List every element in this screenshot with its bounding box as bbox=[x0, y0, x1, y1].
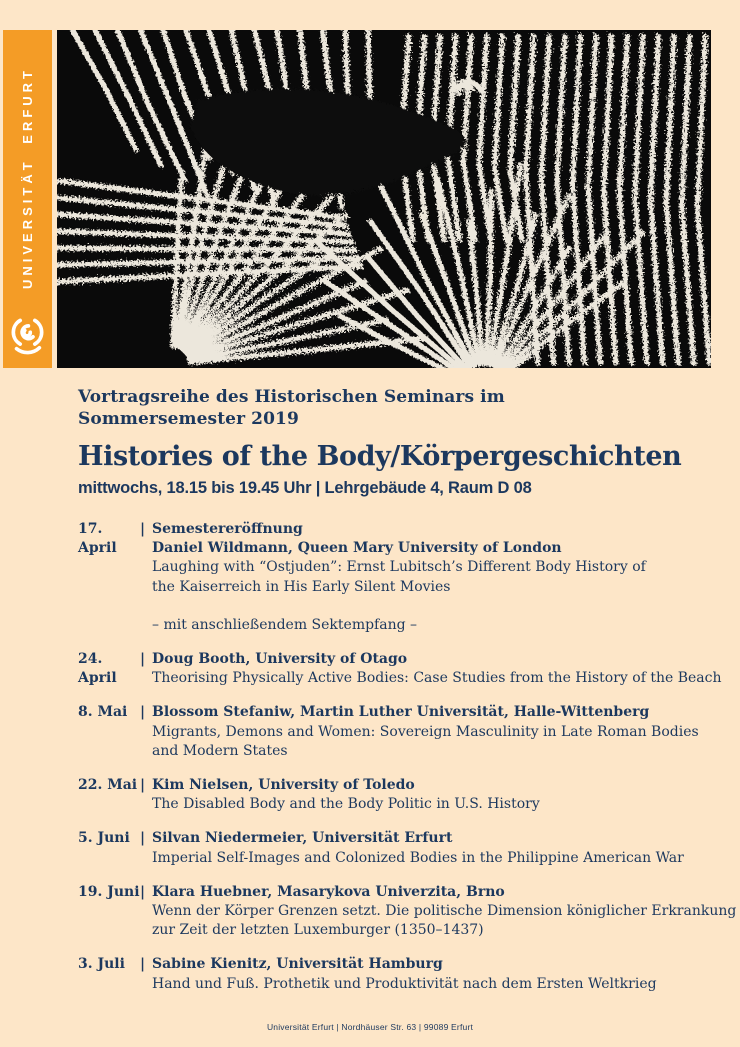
university-banner bbox=[3, 30, 52, 368]
event-talk-title-line: the Kaiserreich in His Early Silent Movies bbox=[152, 578, 451, 595]
event-talk-title-line: and Modern States bbox=[152, 742, 288, 759]
event-date: 8. Mai bbox=[78, 704, 128, 721]
university-wordmark: UNIVERSITÄT ERFURT bbox=[20, 67, 35, 289]
event-details bbox=[152, 650, 722, 688]
event-talk-title-line: Hand und Fuß. Prothetik und Produktivität nach dem Ersten Weltkrieg bbox=[152, 975, 657, 992]
event-separator: | bbox=[140, 883, 146, 900]
event-speaker: Blossom Stefaniw, Martin Luther Universität, Halle-Wittenberg bbox=[152, 704, 650, 721]
event-headline: Semestereröffnung bbox=[152, 521, 303, 537]
event-date: 17. April bbox=[78, 521, 117, 557]
event-details bbox=[152, 520, 674, 635]
event-talk-title-line: Laughing with “Ostjuden”: Ernst Lubitsch’s Different Body History of bbox=[152, 559, 646, 576]
event-date: 19. Juni bbox=[78, 883, 140, 900]
event-details bbox=[152, 883, 737, 941]
event-speaker: Klara Huebner, Masarykova Univerzita, Brno bbox=[152, 883, 505, 900]
event-separator: | bbox=[140, 777, 146, 794]
event-list bbox=[78, 520, 737, 994]
event-talk-title-line: The Disabled Body and the Body Politic in U.S. History bbox=[152, 796, 540, 813]
event-separator: | bbox=[140, 521, 146, 537]
event-separator: | bbox=[140, 651, 146, 668]
event-date: 3. Juli bbox=[78, 956, 125, 973]
event-date: 24. April bbox=[78, 651, 117, 687]
event-talk-title-line: Wenn der Körper Grenzen setzt. Die politische Dimension königlicher Erkrankung bbox=[152, 903, 737, 920]
event-details bbox=[152, 955, 674, 993]
event-row bbox=[78, 650, 722, 688]
event-details bbox=[152, 776, 674, 814]
footer-address: Universität Erfurt | Nordhäuser Str. 63 | 99089 Erfurt bbox=[266, 1022, 474, 1032]
event-note: – mit anschließendem Sektempfang – bbox=[152, 616, 418, 633]
event-separator: | bbox=[140, 830, 146, 847]
event-row bbox=[78, 703, 699, 761]
event-talk-title-line: Migrants, Demons and Women: Sovereign Masculinity in Late Roman Bodies bbox=[152, 723, 699, 740]
poster-content bbox=[78, 386, 737, 1009]
event-separator: | bbox=[140, 704, 146, 721]
event-speaker: Kim Nielsen, University of Toledo bbox=[152, 777, 415, 794]
event-row bbox=[78, 955, 674, 993]
event-row bbox=[78, 883, 737, 941]
university-logo-icon bbox=[9, 314, 46, 356]
event-date: 22. Mai bbox=[78, 777, 138, 794]
event-speaker: Doug Booth, University of Otago bbox=[152, 651, 408, 668]
schedule-info: mittwochs, 18.15 bis 19.45 Uhr | Lehrgebäude 4, Raum D 08 bbox=[78, 479, 532, 497]
page-title: Histories of the Body/Körpergeschichten bbox=[78, 441, 682, 472]
event-talk-title-line: Imperial Self-Images and Colonized Bodies in the Philippine American War bbox=[152, 849, 684, 866]
event-speaker: Sabine Kienitz, Universität Hamburg bbox=[152, 956, 443, 973]
event-row bbox=[78, 829, 684, 867]
event-details bbox=[152, 703, 699, 761]
event-talk-title-line: Theorising Physically Active Bodies: Case Studies from the History of the Beach bbox=[152, 670, 722, 687]
event-speaker: Silvan Niedermeier, Universität Erfurt bbox=[152, 830, 453, 847]
series-title: Vortragsreihe des Historischen Seminars im Sommersemester 2019 bbox=[78, 387, 505, 429]
event-date: 5. Juni bbox=[78, 830, 130, 847]
event-details bbox=[152, 829, 684, 867]
event-separator: | bbox=[140, 956, 146, 973]
event-row bbox=[78, 776, 674, 814]
event-talk-title-line: zur Zeit der letzten Luxemburger (1350–1437) bbox=[152, 922, 484, 939]
event-row bbox=[78, 520, 674, 635]
event-speaker: Daniel Wildmann, Queen Mary University of London bbox=[152, 540, 562, 557]
woodcut-artwork bbox=[57, 30, 711, 368]
